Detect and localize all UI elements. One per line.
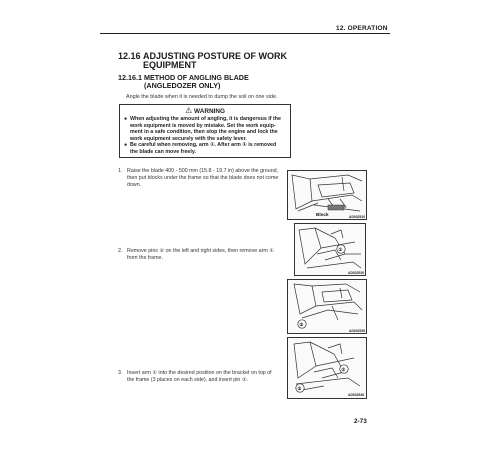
warning-box [119, 104, 291, 158]
header-rule [100, 33, 390, 34]
figure-illustration [288, 171, 367, 220]
block-shape [328, 205, 344, 210]
warning-heading: ⚠ WARNING [185, 106, 225, 115]
section-title-line2: EQUIPMENT [143, 60, 197, 70]
figure-callout-1: ② [297, 386, 302, 391]
figure-illustration [288, 338, 367, 399]
warning-triangle-icon: ⚠ [185, 106, 193, 115]
running-header: 12. OPERATION [336, 25, 388, 32]
figure-insert-arm [287, 337, 367, 399]
figure-code: AD032510 [349, 215, 366, 219]
figure-code: AD032530 [349, 329, 366, 333]
section-number: 12.16 [118, 51, 141, 61]
subsection-number: 12.16.1 [118, 73, 142, 82]
subsection-title-line1: METHOD OF ANGLING BLADE [144, 73, 249, 82]
step-1: 1. Raise the blade 400 - 500 mm (15.8 - 19.7 in) above the ground, then put blocks under the frame so that the blade does not come down. [118, 168, 279, 188]
figure-illustration [288, 280, 367, 334]
figure-callout: ② [299, 322, 304, 327]
warning-item: ● Be careful when removing, arm ①. After arm ① is removed the blade can move freely. [124, 142, 277, 155]
step-3: 3. Insert arm ① into the desired position on the bracket on top of the frame (3 places on each side), and insert pin ②. [118, 369, 272, 383]
warning-item: ● When adjusting the amount of angling, it is dangerous if the work equipment is moved by mistake. Set the work equip- ment in a safe condition, then stop the engine and lock the work equipment securely with the safety lever. [124, 116, 281, 142]
figure-block-under-frame [287, 170, 367, 220]
page-number: 2-73 [354, 418, 367, 425]
figure-remove-pin [287, 279, 367, 334]
bullet-icon: ● [124, 116, 128, 122]
figure-remove-arm [294, 223, 366, 276]
figure-callout: ① [338, 247, 343, 252]
figure-label-block: Block [316, 212, 329, 217]
step-2: 2. Remove pins ② on the left and right sides, then remove arm ① from the frame. [118, 248, 274, 262]
bullet-icon: ● [124, 142, 128, 149]
figure-code: AD032540 [348, 393, 365, 397]
figure-illustration [295, 224, 366, 276]
figure-code: AD032520 [348, 271, 365, 275]
figure-callout-2: ① [341, 367, 346, 372]
intro-text: Angle the blade when it is needed to dump the soil on one side. [126, 94, 278, 100]
section-title-line1: ADJUSTING POSTURE OF WORK [143, 51, 288, 61]
subsection-title-line2: (ANGLEDOZER ONLY) [144, 81, 221, 90]
